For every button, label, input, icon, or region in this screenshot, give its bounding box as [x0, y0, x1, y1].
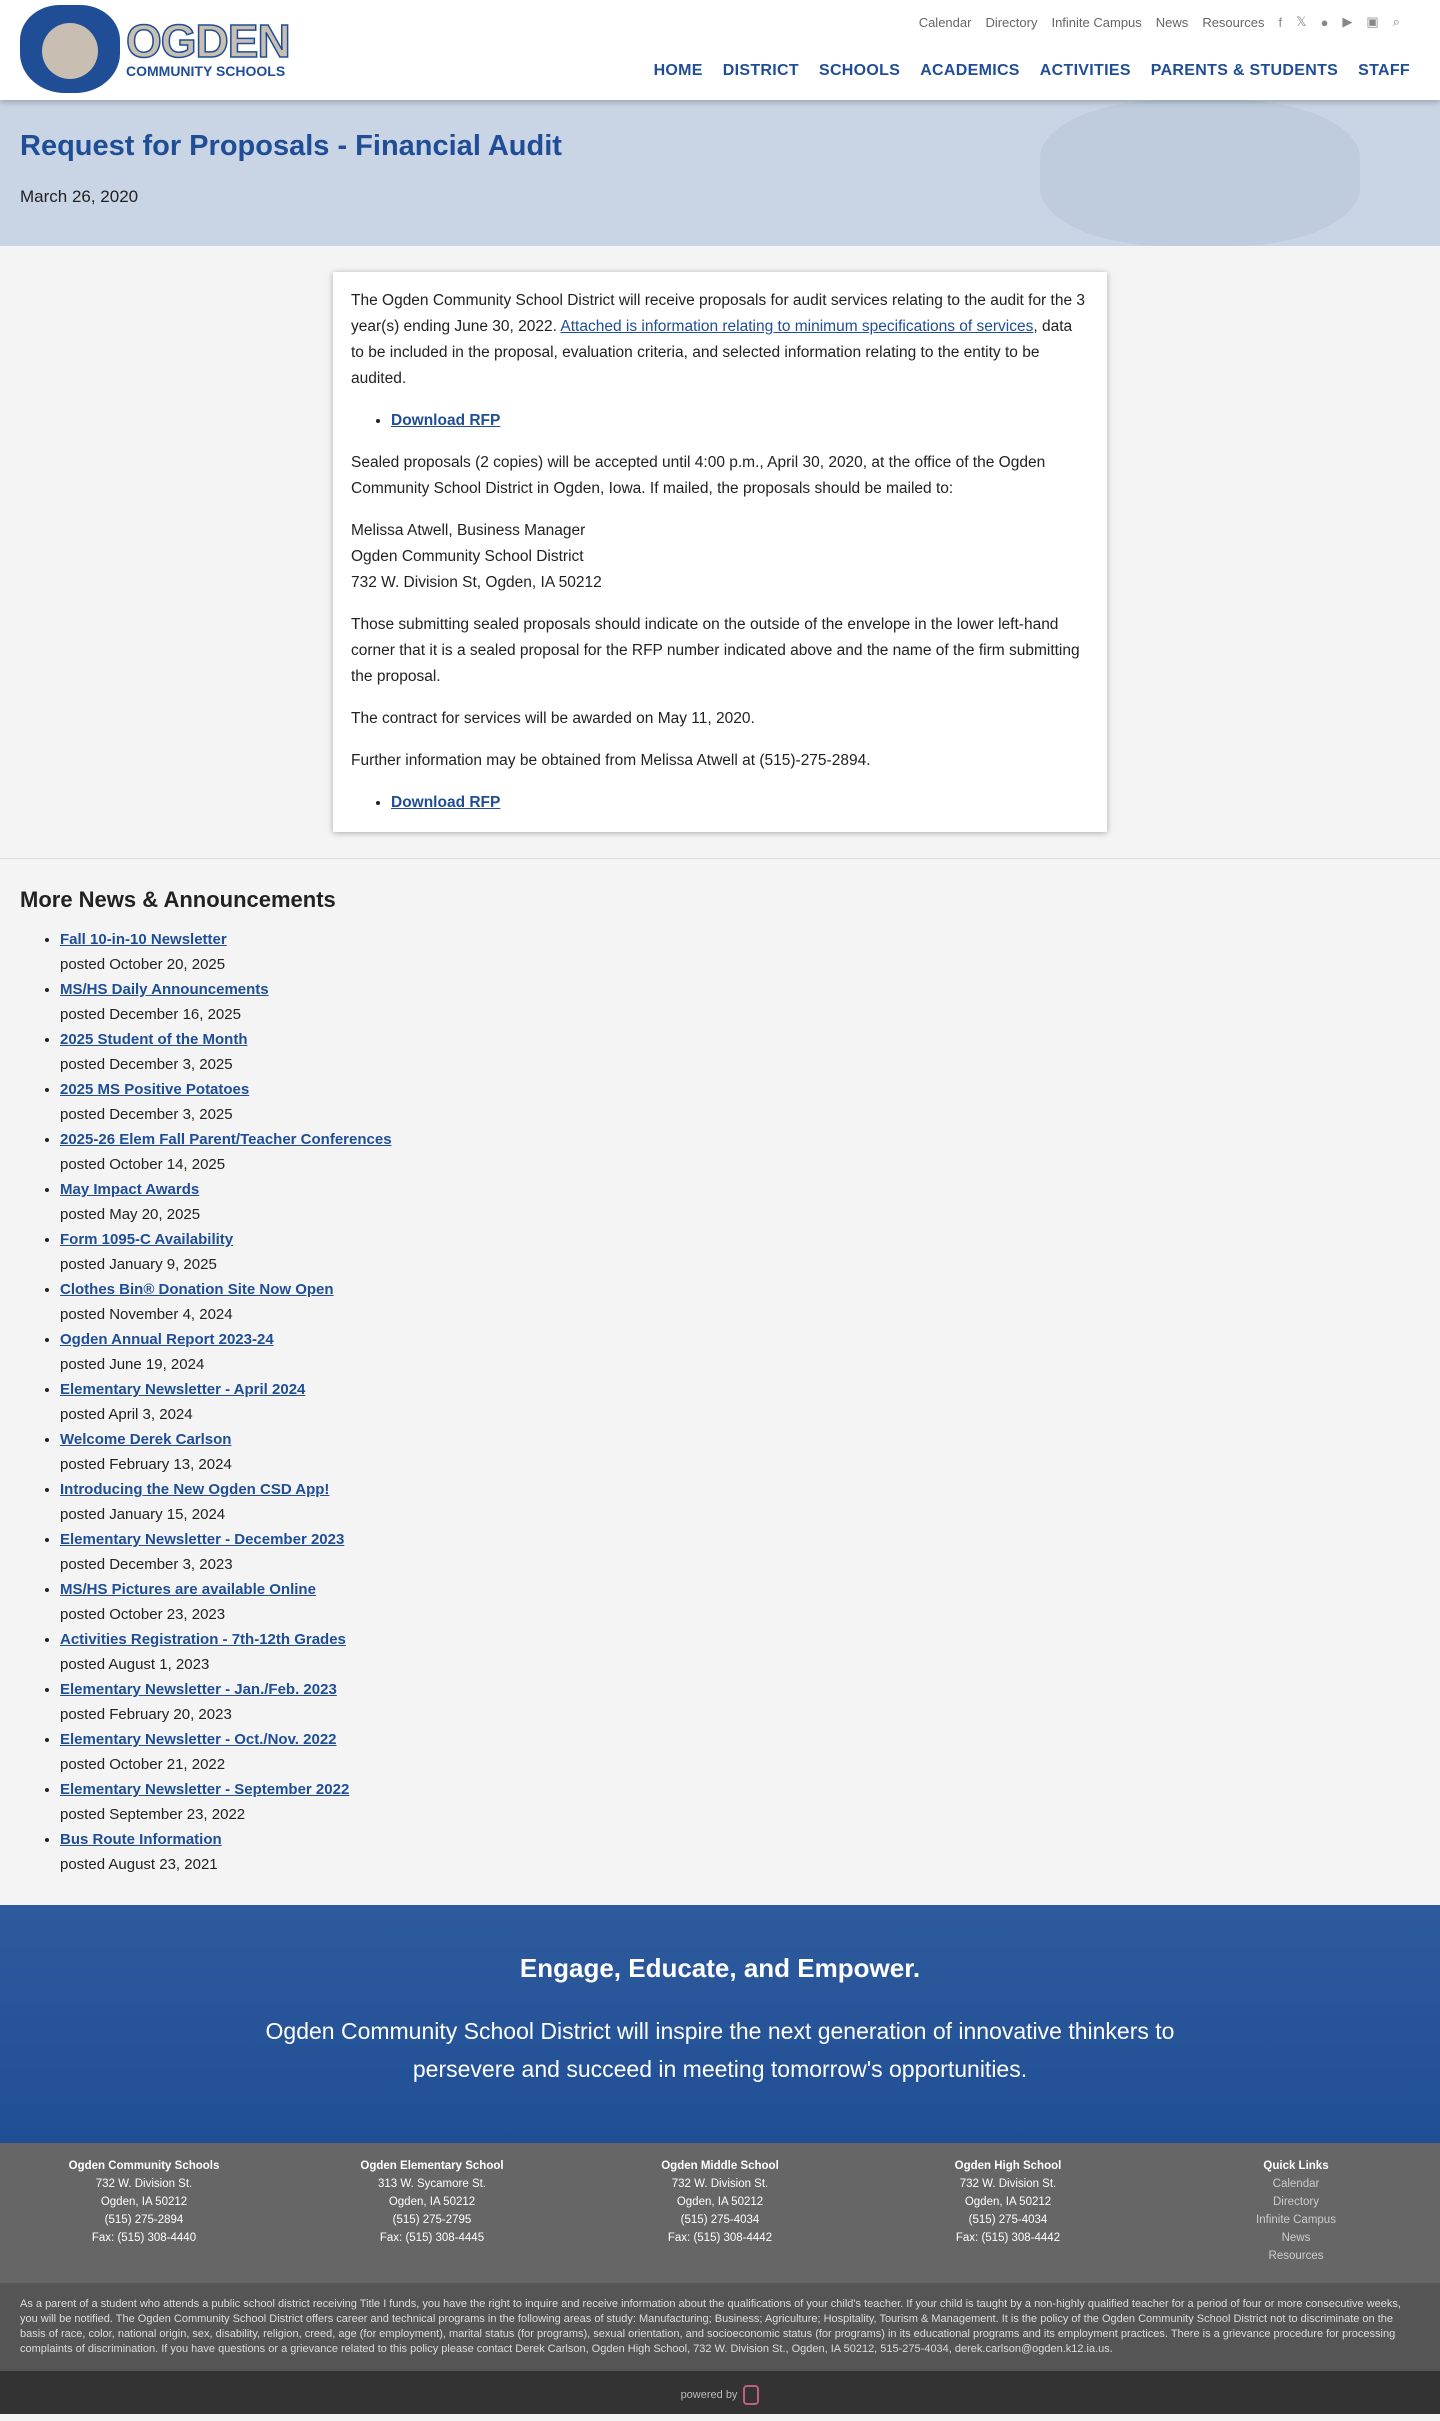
news-item: [60, 1327, 1420, 1377]
logo-title: OGDEN: [126, 15, 290, 67]
news-item: [60, 1527, 1420, 1577]
quick-links: [1152, 2157, 1440, 2265]
news-link[interactable]: May Impact Awards: [60, 1181, 200, 1198]
school-contact-line: (515) 275-4034: [680, 2214, 760, 2226]
mailing-address: [351, 518, 1089, 596]
news-date: posted December 3, 2023: [60, 1556, 233, 1573]
mission-banner: [0, 1905, 1440, 2143]
school-contact-line: Fax: (515) 308-4445: [379, 2232, 485, 2244]
school-contact: [288, 2157, 576, 2265]
news-item: [60, 1077, 1420, 1127]
school-contact-line: Ogden, IA 50212: [964, 2196, 1052, 2208]
x-icon[interactable]: 𝕏: [1296, 14, 1307, 29]
news-item: [60, 1677, 1420, 1727]
news-link[interactable]: 2025 Student of the Month: [60, 1031, 248, 1048]
news-item: [60, 1777, 1420, 1827]
news-item: [60, 1377, 1420, 1427]
news-date: posted December 3, 2025: [60, 1056, 233, 1073]
news-link[interactable]: Elementary Newsletter - April 2024: [60, 1381, 306, 1398]
apple-icon[interactable]: ●: [1320, 14, 1329, 30]
news-link[interactable]: Introducing the New Ogden CSD App!: [60, 1481, 330, 1498]
utility-nav: [919, 14, 1400, 30]
nav-staff[interactable]: STAFF: [1358, 62, 1410, 79]
address-line: 732 W. Division St, Ogden, IA 50212: [351, 574, 602, 591]
news-link[interactable]: 2025-26 Elem Fall Parent/Teacher Conferences: [60, 1131, 392, 1148]
news-item: [60, 1827, 1420, 1877]
intro-text-end: , data to be included in the proposal, evaluation criteria, and selected information relating to the entity to be audited.: [351, 318, 1073, 387]
facebook-icon[interactable]: f: [1278, 14, 1283, 30]
quick-link-resources[interactable]: Resources: [1268, 2250, 1324, 2262]
school-name: Ogden Elementary School: [360, 2160, 504, 2172]
school-contact-line: 732 W. Division St.: [671, 2178, 769, 2190]
school-contact: [864, 2157, 1152, 2265]
school-contact-line: (515) 275-2795: [392, 2214, 472, 2226]
legal-notice: As a parent of a student who attends a public school district receiving Title I funds, you have the right to inquire and receive information about the qualifications of your child's teacher. If your child is taught by a non-highly qualified teacher for a period of four or more consecutive weeks, you will be notified. The Ogden Community School District offers career and technical programs in the following areas of study: Manufacturing; Business; Agriculture; Hospitality, Tourism & Management. It is the policy of the Ogden Community School District not to discriminate on the basis of race, color, national origin, sex, disability, religion, creed, age (for employment), marital status (for programs), sexual orientation, and socioeconomic status (for programs) in its educational programs and its employment practices. There is a grievance procedure for processing complaints of discrimination. If you have questions or a grievance related to this policy please contact Derek Carlson, Ogden High School, 732 W. Division St., Ogden, IA 50212, 515-275-4034, derek.carlson@ogden.k12.ia.us.: [0, 2283, 1440, 2371]
quick-link-news[interactable]: News: [1281, 2232, 1311, 2244]
news-item: [60, 1477, 1420, 1527]
news-item: [60, 1427, 1420, 1477]
school-contact: [0, 2157, 288, 2265]
school-contact-line: (515) 275-4034: [968, 2214, 1048, 2226]
news-item: [60, 1227, 1420, 1277]
news-item: [60, 1277, 1420, 1327]
powered-by-text: powered by: [680, 2388, 738, 2401]
school-contact-line: Fax: (515) 308-4442: [955, 2232, 1061, 2244]
school-contact-line: Ogden, IA 50212: [388, 2196, 476, 2208]
util-resources[interactable]: Resources: [1202, 14, 1265, 30]
specifications-link[interactable]: Attached is information relating to minimum specifications of services: [560, 318, 1034, 335]
google-play-icon[interactable]: ▶: [1342, 14, 1353, 29]
news-date: posted January 9, 2025: [60, 1256, 217, 1273]
youtube-icon[interactable]: ▣: [1366, 14, 1379, 29]
bulldog-watermark-icon: [1040, 100, 1360, 246]
school-contact-line: Ogden, IA 50212: [100, 2196, 188, 2208]
footer-contacts: [0, 2143, 1440, 2283]
news-date: posted December 16, 2025: [60, 1006, 241, 1023]
page-banner: [0, 100, 1440, 246]
mission-heading: Engage, Educate, and Empower.: [519, 1953, 921, 1983]
school-contact-line: (515) 275-2894: [104, 2214, 184, 2226]
util-infinite-campus[interactable]: Infinite Campus: [1051, 14, 1142, 30]
nav-activities[interactable]: ACTIVITIES: [1039, 62, 1131, 79]
powered-by[interactable]: [0, 2371, 1440, 2414]
school-contact-line: Ogden, IA 50212: [676, 2196, 764, 2208]
news-item: [60, 1577, 1420, 1627]
vendor-logo-icon: [743, 2385, 759, 2405]
school-contact-line: Fax: (515) 308-4442: [667, 2232, 773, 2244]
school-contact-line: 732 W. Division St.: [95, 2178, 193, 2190]
news-item: [60, 977, 1420, 1027]
news-item: [60, 1727, 1420, 1777]
news-link[interactable]: Activities Registration - 7th-12th Grades: [60, 1631, 346, 1648]
logo[interactable]: [20, 5, 290, 93]
news-date: posted August 1, 2023: [60, 1656, 210, 1673]
school-name: Ogden High School: [954, 2160, 1062, 2172]
envelope-paragraph: Those submitting sealed proposals should indicate on the outside of the envelope in the lower left-hand corner that it is a sealed proposal for the RFP number indicated above and the name of the firm submitting the proposal.: [351, 616, 1080, 685]
news-date: posted June 19, 2024: [60, 1356, 205, 1373]
sealed-paragraph: Sealed proposals (2 copies) will be accepted until 4:00 p.m., April 30, 2020, at the office of the Ogden Community School District in Ogden, Iowa. If mailed, the proposals should be mailed to:: [351, 454, 1046, 497]
award-paragraph: The contract for services will be awarded on May 11, 2020.: [351, 710, 755, 727]
logo-subtitle: COMMUNITY SCHOOLS: [126, 63, 286, 79]
page-title: Request for Proposals - Financial Audit: [20, 130, 562, 162]
news-link[interactable]: MS/HS Daily Announcements: [60, 981, 269, 998]
news-link[interactable]: Fall 10-in-10 Newsletter: [60, 931, 227, 948]
news-item: [60, 1027, 1420, 1077]
site-header: [0, 0, 1440, 100]
news-item: [60, 927, 1420, 977]
news-link[interactable]: 2025 MS Positive Potatoes: [60, 1081, 250, 1098]
news-date: posted October 21, 2022: [60, 1756, 226, 1773]
news-link[interactable]: Form 1095-C Availability: [60, 1231, 234, 1248]
nav-district[interactable]: DISTRICT: [722, 62, 799, 79]
school-contact: [576, 2157, 864, 2265]
news-date: posted September 23, 2022: [60, 1806, 246, 1823]
news-link[interactable]: Clothes Bin® Donation Site Now Open: [60, 1281, 334, 1298]
school-contact-line: 313 W. Sycamore St.: [377, 2178, 486, 2190]
quick-links-title: Quick Links: [1263, 2160, 1329, 2172]
article-card: [333, 272, 1107, 832]
address-line: Ogden Community School District: [351, 548, 584, 565]
intro-paragraph: [351, 288, 1089, 392]
news-date: posted October 23, 2023: [60, 1606, 226, 1623]
news-link[interactable]: Bus Route Information: [60, 1831, 222, 1848]
news-link[interactable]: Elementary Newsletter - Jan./Feb. 2023: [60, 1681, 337, 1698]
news-link[interactable]: Ogden Annual Report 2023-24: [60, 1331, 274, 1348]
news-date: posted April 3, 2024: [60, 1406, 193, 1423]
school-name: Ogden Middle School: [661, 2160, 779, 2172]
nav-parents-students[interactable]: PARENTS & STUDENTS: [1150, 62, 1339, 79]
quick-link-calendar[interactable]: Calendar: [1272, 2178, 1320, 2190]
news-date: posted January 15, 2024: [60, 1506, 226, 1523]
news-date: posted December 3, 2025: [60, 1106, 233, 1123]
search-icon[interactable]: ⌕: [1392, 14, 1400, 29]
news-link[interactable]: Elementary Newsletter - September 2022: [60, 1781, 350, 1798]
news-link[interactable]: Elementary Newsletter - December 2023: [60, 1531, 345, 1548]
bulldog-logo-icon: [20, 5, 120, 93]
quick-link-infinite-campus[interactable]: Infinite Campus: [1256, 2214, 1336, 2226]
quick-link-directory[interactable]: Directory: [1272, 2196, 1319, 2208]
util-directory[interactable]: Directory: [985, 14, 1038, 30]
news-date: posted October 20, 2025: [60, 956, 226, 973]
post-date: March 26, 2020: [20, 187, 139, 206]
contact-paragraph: Further information may be obtained from Melissa Atwell at (515)-275-2894.: [351, 752, 871, 769]
news-heading: More News & Announcements: [20, 887, 336, 912]
news-item: [60, 1177, 1420, 1227]
news-date: posted November 4, 2024: [60, 1306, 233, 1323]
address-line: Melissa Atwell, Business Manager: [351, 522, 586, 539]
main-nav: [654, 62, 1410, 80]
news-list: [60, 927, 1420, 1877]
school-contact-line: 732 W. Division St.: [959, 2178, 1057, 2190]
school-contact-line: Fax: (515) 308-4440: [91, 2232, 197, 2244]
news-date: posted February 20, 2023: [60, 1706, 232, 1723]
news-item: [60, 1127, 1420, 1177]
news-item: [60, 1627, 1420, 1677]
download-rfp-link-2[interactable]: Download RFP: [391, 794, 501, 811]
mission-text: Ogden Community School District will inspire the next generation of innovative thinkers to persevere and succeed in meeting tomorrow's opportunities.: [265, 2018, 1175, 2082]
news-date: posted October 14, 2025: [60, 1156, 226, 1173]
news-link[interactable]: MS/HS Pictures are available Online: [60, 1581, 316, 1598]
util-calendar[interactable]: Calendar: [918, 14, 972, 30]
util-news[interactable]: News: [1155, 14, 1189, 30]
intro-text: The Ogden Community School District will receive proposals for audit services relating to the audit for the 3 year(s) ending June 30, 2022.: [351, 292, 1086, 335]
nav-schools[interactable]: SCHOOLS: [818, 62, 901, 79]
news-link[interactable]: Elementary Newsletter - Oct./Nov. 2022: [60, 1731, 337, 1748]
school-name: Ogden Community Schools: [68, 2160, 220, 2172]
download-rfp-link[interactable]: Download RFP: [391, 412, 501, 429]
more-news: [0, 859, 1440, 1897]
news-date: posted August 23, 2021: [60, 1856, 218, 1873]
news-date: posted May 20, 2025: [60, 1206, 201, 1223]
news-date: posted February 13, 2024: [60, 1456, 232, 1473]
nav-home[interactable]: HOME: [653, 62, 703, 79]
nav-academics[interactable]: ACADEMICS: [920, 62, 1020, 79]
news-link[interactable]: Welcome Derek Carlson: [60, 1431, 232, 1448]
